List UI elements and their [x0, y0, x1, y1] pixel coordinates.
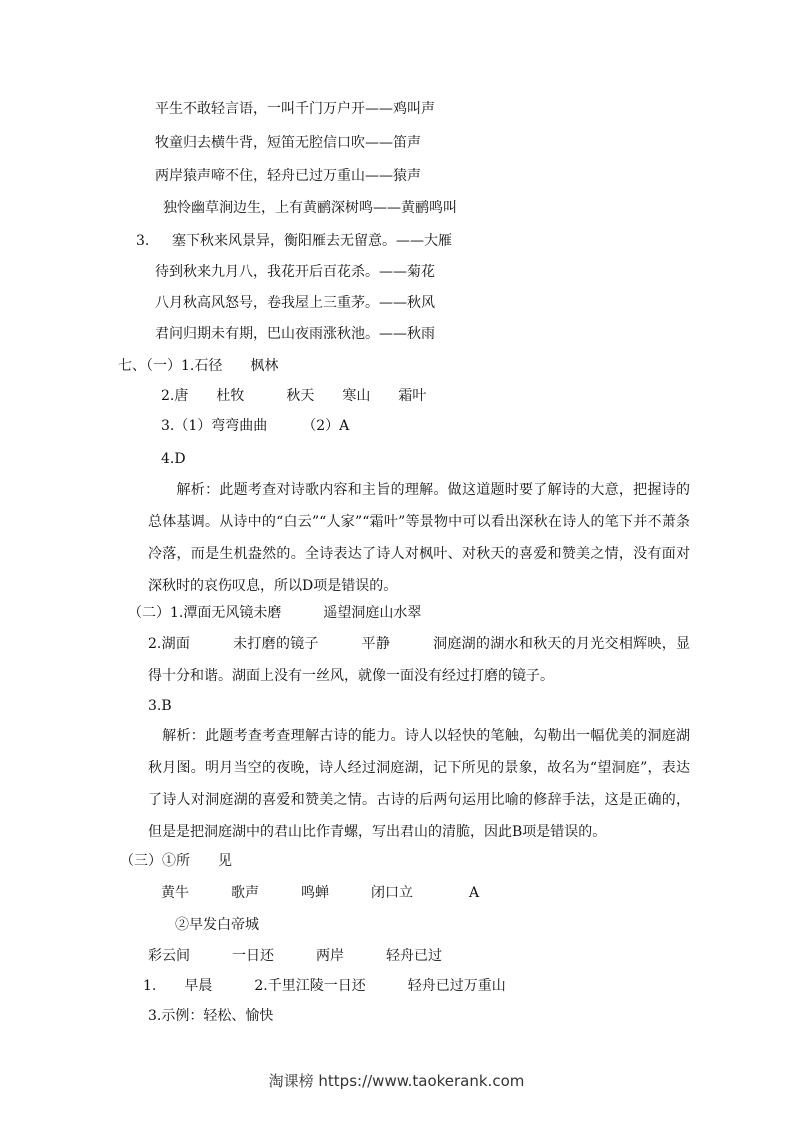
item-number: 3.: [136, 233, 150, 249]
answer-line: 彩云间 一日还 两岸 轻舟已过: [148, 948, 442, 964]
poem-line: 八月秋高风怒号，卷我屋上三重茅。——秋风: [155, 295, 435, 311]
analysis-paragraph: 解析：此题考查考查理解古诗的能力。诗人以轻快的笔触，勾勒出一幅优美的洞庭湖秋月图。明月当空的夜晚，诗人经过洞庭湖，记下所见的景象，故名为“望洞庭”，表达了诗人对洞庭湖的喜爱和赞美之情。古诗的后两句运用比喻的修辞手法，这是正确的，但是是把洞庭湖中的君山比作青螺，写出君山的清脆，因此B项是错误的。: [148, 728, 690, 840]
poem-line: 塞下秋来风景异，衡阳雁去无留意。——大雁: [172, 233, 452, 249]
poem-line: 独怜幽草涧边生，上有黄鹂深树鸣——黄鹂鸣叫: [163, 200, 457, 216]
answer-paragraph: 2.湖面 未打磨的镜子 平静 洞庭湖的湖水和秋天的月光交相辉映，显得十分和谐。湖面上没有一丝风，就像一面没有经过打磨的镜子。: [148, 636, 690, 684]
analysis-paragraph: 解析：此题考查对诗歌内容和主旨的理解。做这道题时要了解诗的大意，把握诗的总体基调。从诗中的“白云”“人家”“霜叶”等景物中可以看出深秋在诗人的笔下并不萧条冷落，而是生机盎然的。全诗表达了诗人对枫叶、对秋天的喜爱和赞美之情，没有面对深秋时的哀伤叹息，所以D项是错误的。: [148, 482, 690, 594]
poem-line: 待到秋来九月八，我花开后百花杀。——菊花: [155, 264, 435, 280]
answer-line: 黄牛 歌声 鸣蝉 闭口立 A: [161, 885, 480, 901]
answer-line: 3.示例：轻松、愉快: [148, 1008, 274, 1024]
answer-line: 3.（1）弯弯曲曲 （2）A: [161, 418, 350, 434]
answer-line: （三）①所 见: [120, 853, 232, 869]
footer-watermark: 淘课榜 https://www.taokerank.com: [268, 1072, 525, 1090]
answer-line: 七、（一）1.石径 枫林: [118, 358, 279, 374]
answer-line: 4.D: [161, 451, 186, 467]
poem-line: 君问归期未有期，巴山夜雨涨秋池。——秋雨: [155, 326, 435, 342]
answer-line: 1. 早晨 2.千里江陵一日还 轻舟已过万重山: [143, 978, 506, 994]
answer-line: 2.唐 杜牧 秋天 寒山 霜叶: [161, 388, 427, 404]
poem-line: 牧童归去横牛背，短笛无腔信口吹——笛声: [155, 135, 421, 151]
answer-line: 3.B: [148, 698, 172, 714]
poem-line: 平生不敢轻言语，一叫千门万户开——鸡叫声: [155, 101, 435, 117]
poem-title: ②早发白帝城: [175, 917, 259, 933]
poem-line: 两岸猿声啼不住，轻舟已过万重山——猿声: [155, 168, 421, 184]
answer-line: （二）1.潭面无风镜未磨 遥望洞庭山水翠: [128, 605, 422, 621]
